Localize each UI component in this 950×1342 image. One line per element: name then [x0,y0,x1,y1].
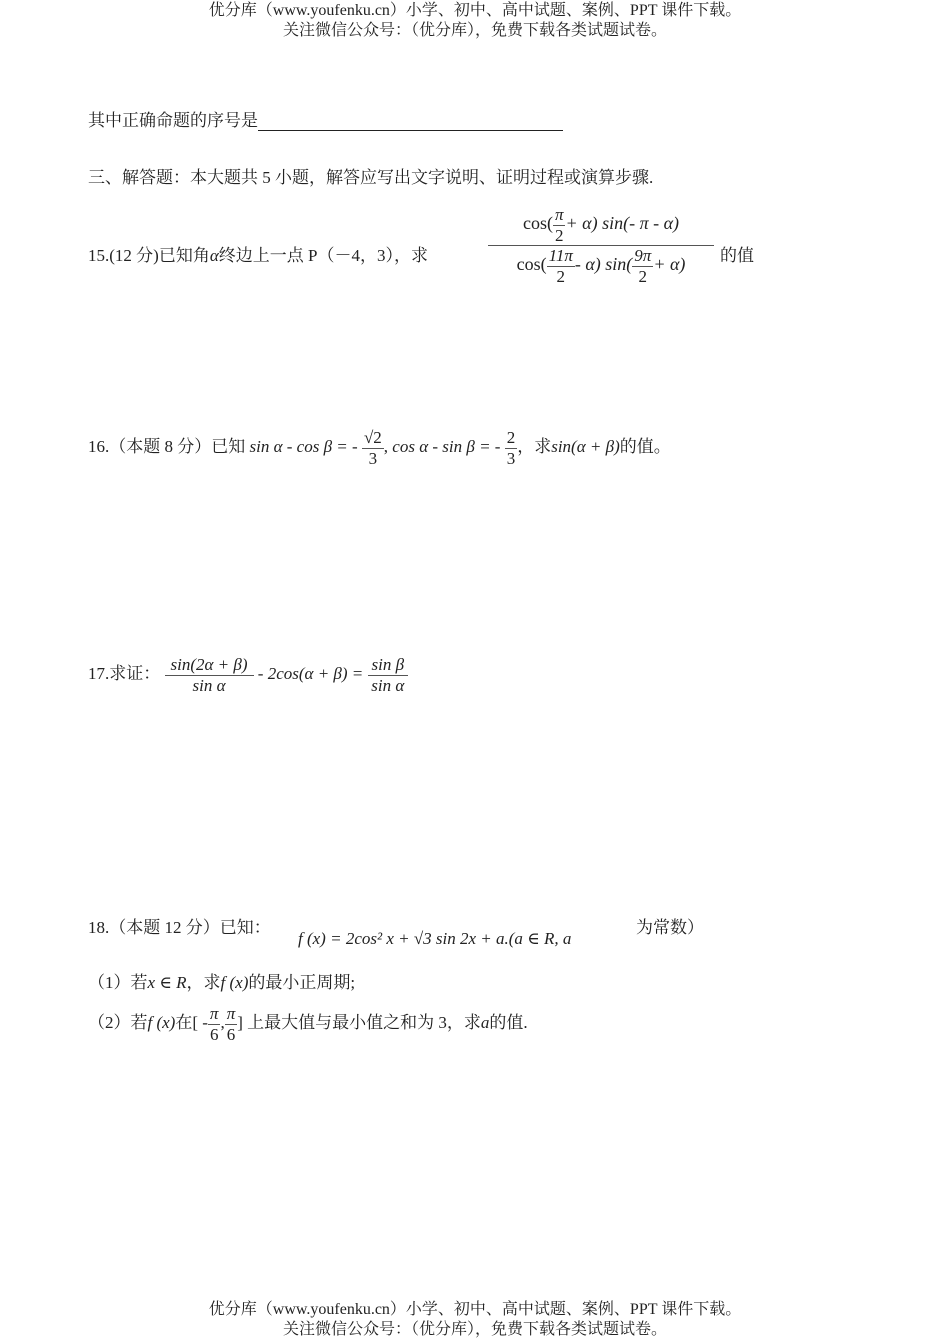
q17-prefix: 17.求证： [88,663,161,683]
q15-den-top1: 11π [548,246,573,266]
question-17 [88,655,408,695]
q15-den-left: cos( [516,254,547,275]
q15-num-right: + α) sin(- π - α) [565,213,680,234]
q15-den-two1: 2 [556,266,565,286]
q16-comma: , [383,436,389,456]
q18-p2-a-var: a [480,1012,490,1032]
q18-p2-f: f (x) [147,1012,176,1032]
section-heading: 三、解答题：本大题共 5 小题，解答应写出文字说明、证明过程或演算步骤. [88,168,654,187]
q18-p2-a: （2）若 [88,1012,148,1032]
q16-sqrt2: √2 [363,428,382,447]
q15-den-mid: - α) sin( [574,254,633,275]
watermark-header-line2: 关注微信公众号：（优分库），免费下载各类试题试卷。 [282,22,667,39]
q18-p1-x: x ∈ R [147,973,187,992]
q17-mid: - 2cos(α + β) = [257,663,364,683]
q18-p2-b: 在[ - [175,1012,208,1032]
q18-part2 [88,1004,528,1044]
q16-three1: 3 [368,448,378,468]
fill-in-label: 其中正确命题的序号是 [88,111,258,130]
q18-p1-a: （1）若 [88,973,148,992]
q18-p1-b: ，求 [186,973,221,992]
q16-expr2: cos α - sin β = - [392,436,501,456]
answer-blank [258,114,563,131]
q18-prefix: 18.（本题 12 分）已知： [88,918,271,937]
q16-suffix: 的值。 [619,436,671,456]
q15-den-right: + α) [653,254,686,275]
q17-num2: sin β [368,655,409,676]
q18-p1-c: 的最小正周期; [248,973,356,992]
q18-p2-pi2: π [226,1004,236,1023]
q16-prefix: 16.（本题 8 分）已知 [88,436,246,456]
q16-mid: ，求 [517,436,552,456]
q15-num-two: 2 [554,225,564,245]
q18-p2-d: 的值. [489,1012,528,1032]
fill-in-question [88,106,563,131]
q18-part1 [88,968,355,993]
q17-num1: sin(2α + β) [165,655,254,676]
q16-expr1: sin α - cos β = - [249,436,358,456]
q15-prefix: 15.(12 分)已知角 [88,246,210,265]
q18-p2-comma: , [220,1012,225,1032]
q18-suffix: 为常数） [636,918,704,937]
q15-mid: 终边上一点 P（－4，3），求 [218,246,428,265]
question-15-fraction [488,205,714,286]
q15-alpha: α [209,246,219,265]
q18-p2-pi1: π [209,1004,219,1023]
q18-p2-six1: 6 [209,1024,219,1044]
question-16 [88,428,671,468]
q15-num-left: cos( [522,213,553,234]
q17-den1: sin α [192,675,226,695]
q18-formula: f (x) = 2cos² x + √3 sin 2x + a.(a ∈ R, a [298,929,572,948]
q15-suffix: 的值 [720,246,754,265]
q18-p2-six2: 6 [226,1024,236,1044]
q15-den-top2: 9π [634,246,652,266]
q16-three2: 3 [506,448,516,468]
q18-p2-c: ] 上最大值与最小值之和为 3，求 [237,1012,481,1032]
q17-den2: sin α [371,675,405,695]
q15-num-pi: π [554,205,564,224]
q16-two: 2 [506,428,516,447]
watermark-footer-line2: 关注微信公众号：（优分库），免费下载各类试题试卷。 [282,1321,667,1338]
q15-den-two2: 2 [638,266,648,286]
watermark-footer-line1: 优分库（www.youfenku.cn）小学、初中、高中试题、案例、PPT 课件下载。 [208,1301,742,1318]
question-15-text [88,241,428,266]
watermark-header-line1: 优分库（www.youfenku.cn）小学、初中、高中试题、案例、PPT 课件下载。 [208,2,742,19]
q16-expr3: sin(α + β) [551,436,620,456]
q18-p1-f: f (x) [220,973,249,992]
